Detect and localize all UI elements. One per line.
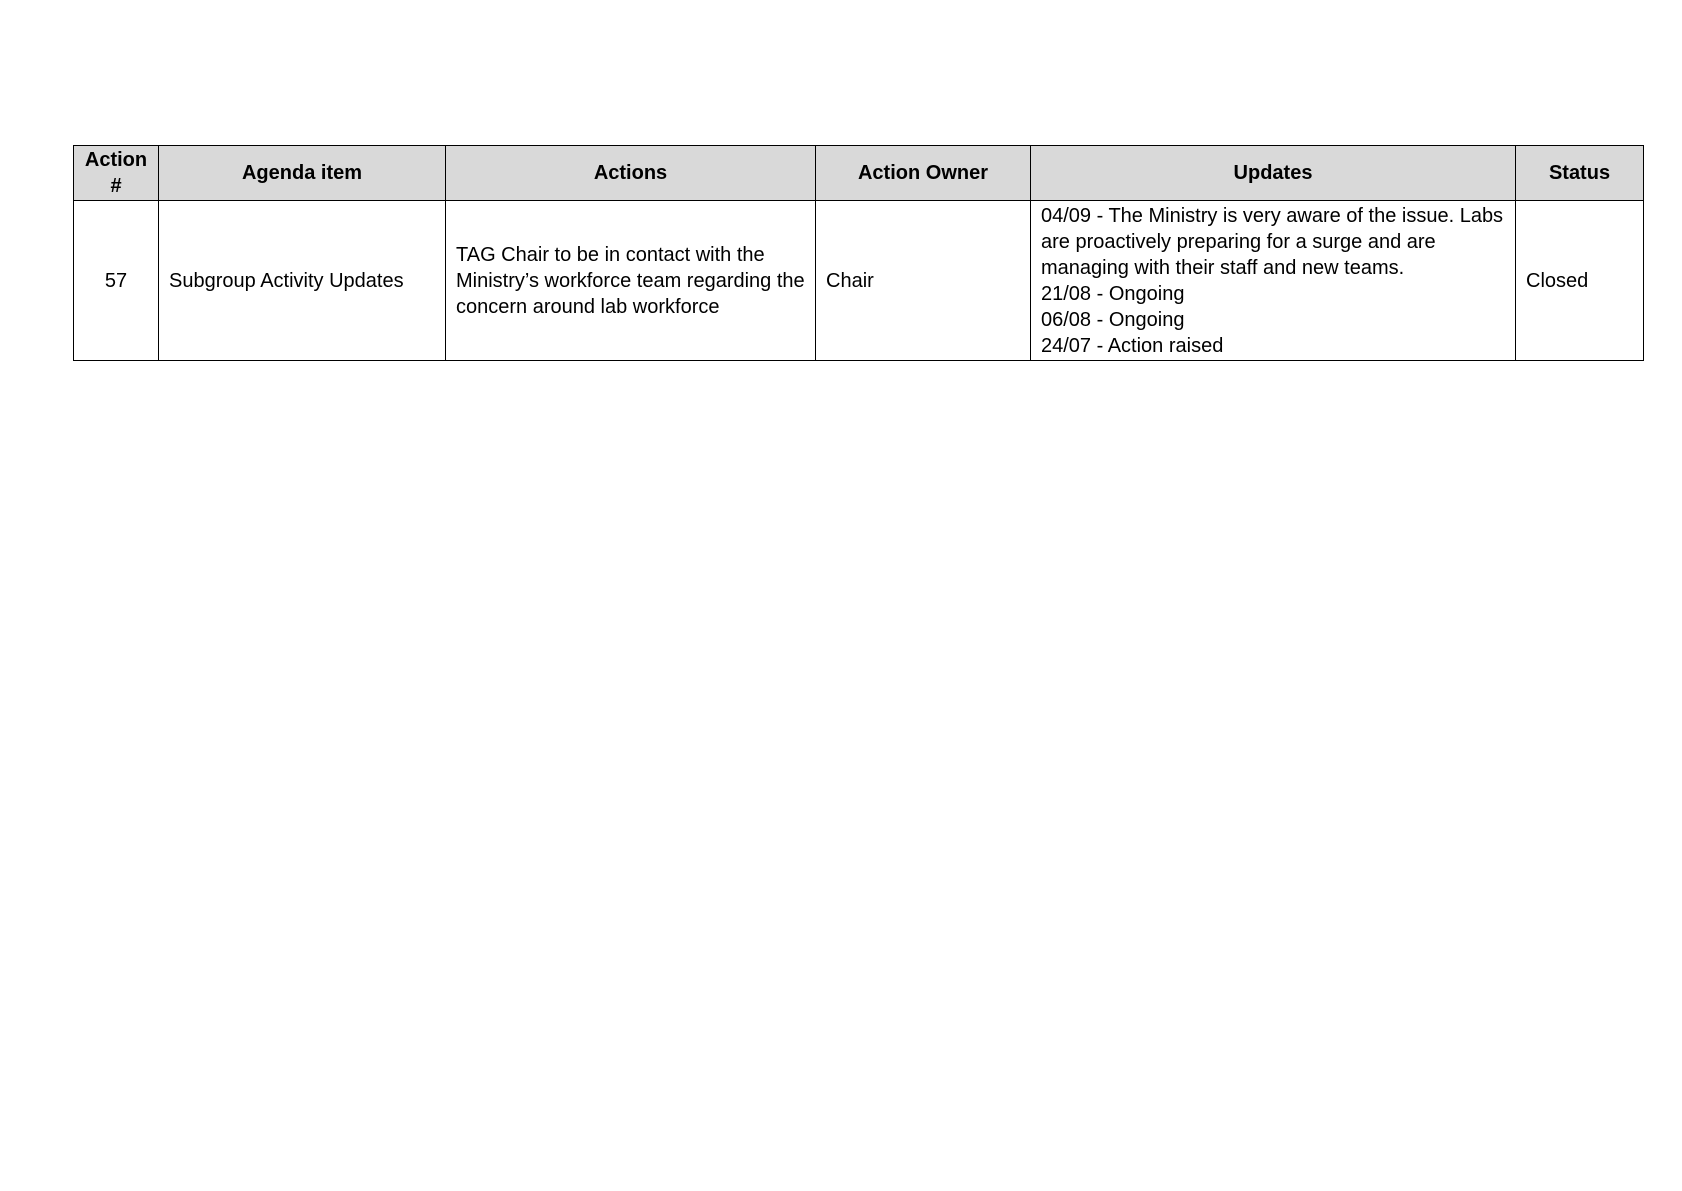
cell-action-number: 57 [74, 201, 159, 361]
cell-updates [1031, 201, 1516, 361]
header-agenda-item: Agenda item [159, 146, 446, 201]
update-entry: 06/08 - Ongoing [1041, 308, 1185, 331]
cell-actions: TAG Chair to be in contact with the Ministry’s workforce team regarding the concern around lab workforce [446, 201, 816, 361]
header-status: Status [1516, 146, 1644, 201]
table-row [74, 201, 1644, 361]
header-updates: Updates [1031, 146, 1516, 201]
actions-table [73, 145, 1644, 361]
table-header-row [74, 146, 1644, 201]
cell-status: Closed [1516, 201, 1644, 361]
header-actions: Actions [446, 146, 816, 201]
update-entry: 24/07 - Action raised [1041, 334, 1224, 357]
update-entry: 04/09 - The Ministry is very aware of the issue. Labs are proactively preparing for a surge and are managing with their staff and new teams. [1041, 204, 1504, 279]
header-action-owner: Action Owner [816, 146, 1031, 201]
cell-action-owner: Chair [816, 201, 1031, 361]
header-action-number: Action # [74, 146, 159, 201]
update-entry: 21/08 - Ongoing [1041, 282, 1185, 305]
cell-agenda-item: Subgroup Activity Updates [159, 201, 446, 361]
